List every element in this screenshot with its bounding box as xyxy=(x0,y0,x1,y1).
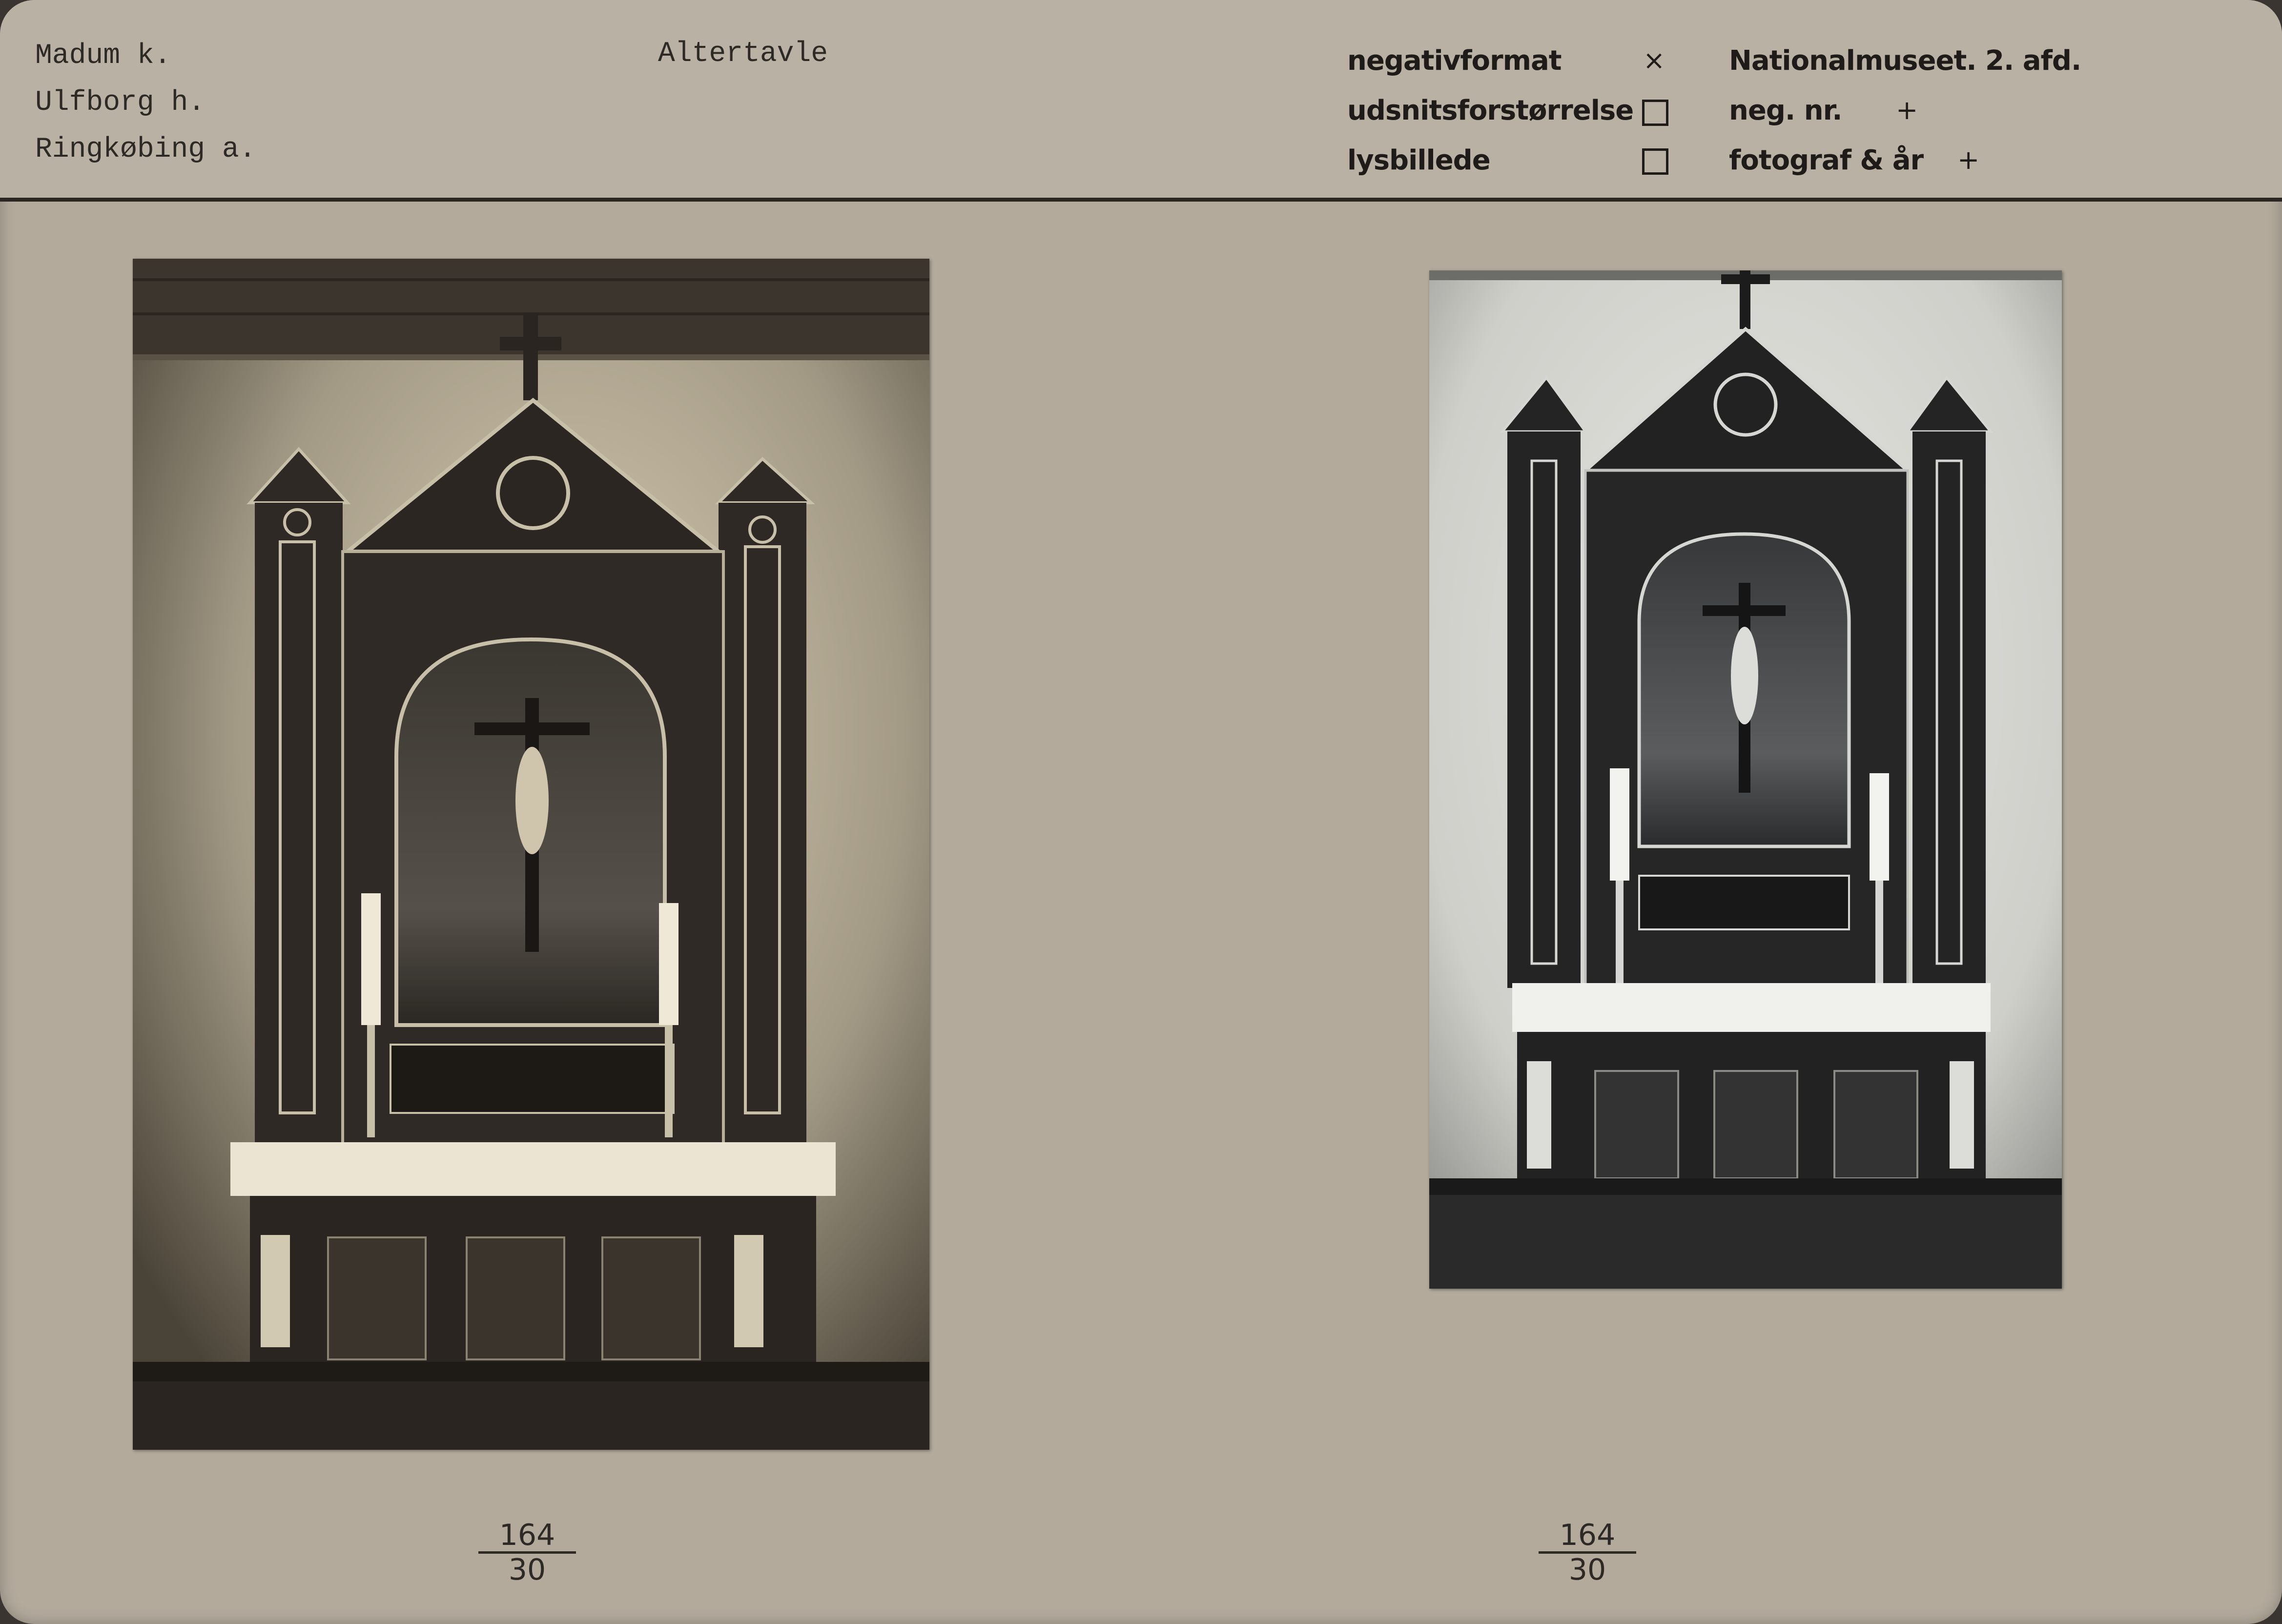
udsnitsforstorrelse-checkbox xyxy=(1642,100,1668,126)
lysbillede-checkbox xyxy=(1642,148,1668,175)
altarpiece-photo-sepia xyxy=(133,259,929,1450)
udsnitsforstorrelse-label: udsnitsforstørrelse xyxy=(1347,95,1634,126)
fotograf-label: fotograf & år xyxy=(1729,144,1924,176)
institution-label: Nationalmuseet. 2. afd. xyxy=(1729,45,2081,77)
fotograf-mark: + xyxy=(1957,144,1980,175)
negativformat-checked-mark: × xyxy=(1643,45,1665,76)
altarpiece-image-sepia xyxy=(133,259,929,1450)
photo-caption-right xyxy=(1539,1519,1636,1586)
district-label: Ulfborg h. xyxy=(35,87,206,119)
caption-right-numerator: 164 xyxy=(1539,1519,1636,1554)
lysbillede-label: lysbillede xyxy=(1347,144,1490,176)
county-label: Ringkøbing a. xyxy=(35,134,256,165)
altarpiece-image-grey xyxy=(1429,270,2062,1289)
neg-nr-mark: + xyxy=(1896,95,1918,125)
caption-left-numerator: 164 xyxy=(478,1519,576,1554)
header-divider xyxy=(0,198,2282,202)
photo-caption-left xyxy=(478,1519,576,1586)
negativformat-label: negativformat xyxy=(1347,45,1562,77)
parish-label: Madum k. xyxy=(35,40,171,72)
altarpiece-photo-grey xyxy=(1429,270,2062,1289)
caption-left-denominator: 30 xyxy=(508,1553,546,1587)
neg-nr-label: neg. nr. xyxy=(1729,95,1842,126)
caption-right-denominator: 30 xyxy=(1568,1553,1606,1587)
card-header xyxy=(0,0,2282,200)
subject-label: Altertavle xyxy=(658,38,828,70)
